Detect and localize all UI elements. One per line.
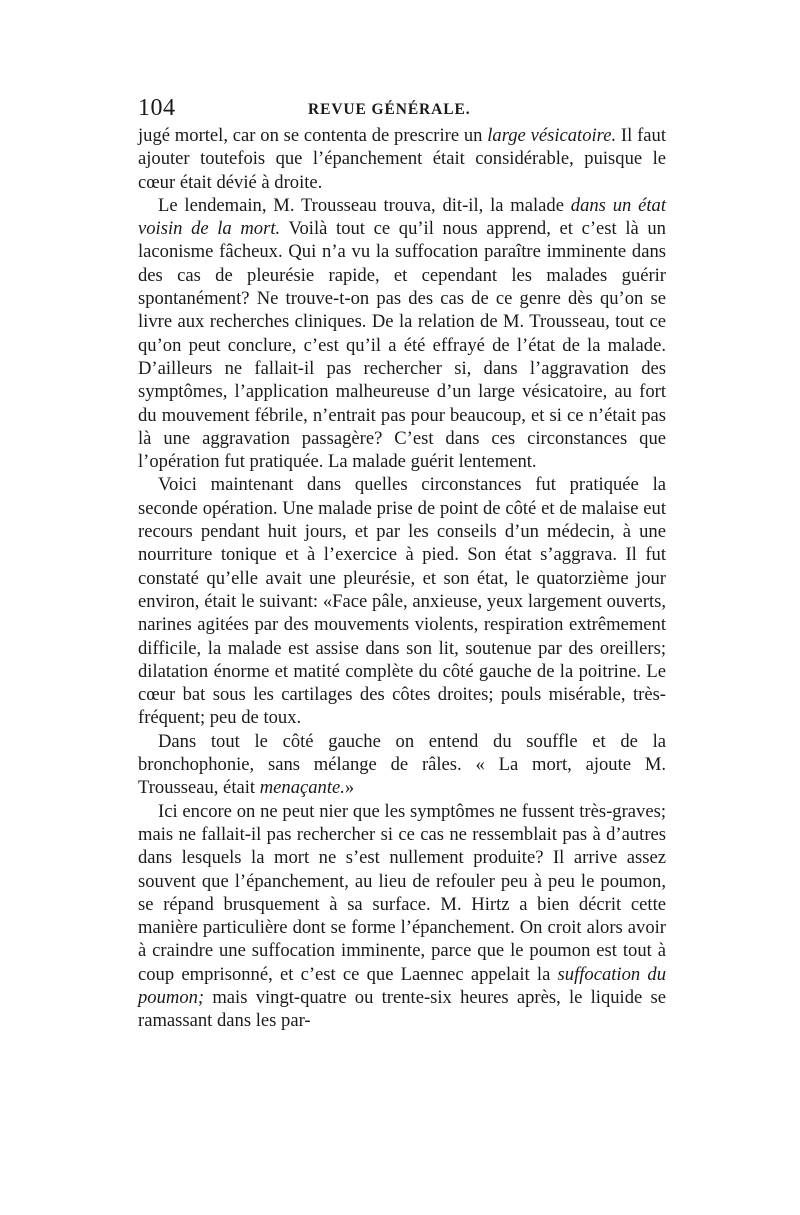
paragraph-2 bbox=[138, 194, 666, 474]
italic-text: suffocation du poumon; bbox=[138, 963, 666, 1008]
paragraph-text: » bbox=[344, 777, 355, 799]
paragraph-text: Ici encore on ne peut nier que les symptômes ne fussent très-graves; mais ne fallait-il pas rechercher si ce cas ne ressemblait pas à d’autres dans lesquels la mort ne s’est nullement produite? Il arrive assez souvent que l’épanchement, au lieu de refouler peu à peu le poumon, se répand brusquement à sa surface. M. Hirtz a bien décrit cette manière particulière dont se forme l’épanchement. On croit alors avoir à craindre une suffocation imminente, parce que le poumon est tout à coup emprisonné, et c’est ce que Laennec appelait la bbox=[138, 800, 666, 985]
paragraph-text: Il faut ajouter toutefois que l’épanchement était considérable, puisque le cœur était dévié à droite. bbox=[138, 125, 666, 193]
running-title: REVUE GÉNÉRALE. bbox=[308, 101, 471, 118]
paragraph-4 bbox=[138, 730, 666, 800]
page-number: 104 bbox=[138, 95, 176, 121]
paragraph-text: mais vingt-quatre ou trente-six heures après, le liquide se ramassant dans les par- bbox=[138, 986, 666, 1032]
paragraph-text: Voici maintenant dans quelles circonstances fut pratiquée la seconde opération. Une malade prise de point de côté et de malaise eut recours pendant huit jours, et par les conseils d’un médecin, à une nourriture tonique et à l’exercice à pied. Son état s’aggrava. Il fut constaté qu’elle avait une pleurésie, et son état, le quatorzième jour environ, était le suivant: «Face pâle, anxieuse, yeux largement ouverts, narines agitées par des mouvements violents, respiration extrêmement difficile, la malade est assise dans son lit, soutenue par des oreillers; dilatation énorme et matité complète du côté gauche de la poitrine. Le cœur bat sous les cartilages des côtes droites; pouls misérable, très-fréquent; peu de toux. bbox=[138, 474, 666, 729]
paragraph-5 bbox=[138, 800, 666, 1033]
italic-text: large vésicatoire. bbox=[487, 125, 617, 146]
italic-text: dans un état voisin de la mort. bbox=[138, 194, 666, 240]
italic-text: menaçante. bbox=[259, 777, 345, 799]
paragraph-text: Voilà tout ce qu’il nous apprend, et c’est là un laconisme fâcheux. Qui n’a vu la suffocation paraître imminente dans des cas de pleurésie rapide, et cependant les malades guérir spontanément? Ne trouve-t-on pas des cas de ce genre dès qu’on se livre aux recherches cliniques. De la relation de M. Trousseau, tout ce qu’on peut conclure, c’est qu’il a été effrayé de l’état de la malade. D’ailleurs ne fallait-il pas rechercher si, dans l’aggravation des symptômes, l’application malheureuse d’un large vésicatoire, au fort du mouvement fébrile, n’entrait pas pour beaucoup, et si ce n’était pas là une aggravation passagère? C’est dans ces circonstances que l’opération fut pratiquée. La malade guérit lentement. bbox=[138, 218, 666, 473]
paragraph-1 bbox=[138, 124, 666, 194]
body-text bbox=[138, 124, 666, 1033]
paragraph-3 bbox=[138, 473, 666, 729]
paragraph-text: Le lendemain, M. Trousseau trouva, dit-il, la malade bbox=[158, 194, 571, 216]
page-header bbox=[138, 95, 666, 121]
paragraph-text: Dans tout le côté gauche on entend du souffle et de la bronchophonie, sans mélange de râles. « La mort, ajoute M. Trousseau, était bbox=[138, 730, 666, 799]
paragraph-text: jugé mortel, car on se contenta de prescrire un bbox=[138, 125, 488, 146]
